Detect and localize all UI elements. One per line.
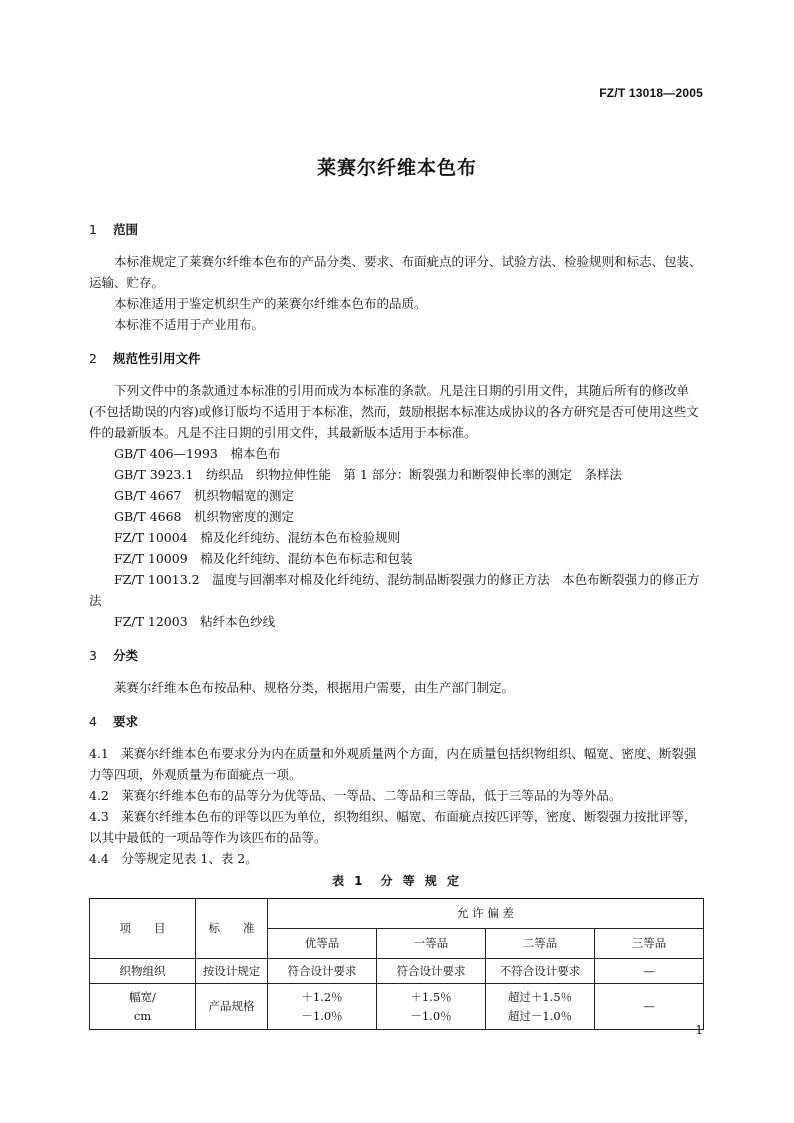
paragraph: 下列文件中的条款通过本标准的引用而成为本标准的条款。凡是注日期的引用文件，其随后所有的修改单(不包括勘误的内容)或修订版均不适用于本标准，然而，鼓励根据本标准达成协议的各方研究是否可使用这些文件的最新版本。凡是不注日期的引用文件，其最新版本适用于本标准。	[89, 383, 699, 440]
reference-item: GB/T 3923.1 纺织品 织物拉伸性能 第 1 部分：断裂强力和断裂伸长率的测定 条样法	[114, 467, 622, 482]
table-cell	[377, 984, 486, 1030]
row-standard: 按设计规定	[196, 959, 268, 984]
table-row	[90, 984, 704, 1030]
section-number: 4	[89, 714, 97, 729]
document-body	[89, 219, 705, 1030]
header-grade: 一等品	[377, 929, 486, 959]
clause-text: 莱赛尔纤维本色布要求分为内在质量和外观质量两个方面，内在质量包括织物组织、幅宽、密度、断裂强力等四项，外观质量为布面疵点一项。	[89, 746, 697, 782]
header-grade: 优等品	[268, 929, 377, 959]
reference-item: GB/T 4668 机织物密度的测定	[114, 509, 295, 524]
header-grade: 二等品	[486, 929, 595, 959]
table-row	[90, 959, 704, 984]
section-2-heading	[89, 348, 705, 369]
row-item-line: 幅宽/	[129, 989, 156, 1004]
table-cell: 不符合设计要求	[486, 959, 595, 984]
clause-text: 莱赛尔纤维本色布的品等分为优等品、一等品、二等品和三等品，低于三等品的为等外品。	[121, 788, 622, 803]
section-1-heading	[89, 219, 705, 240]
document-title: 莱赛尔纤维本色布	[316, 157, 477, 179]
row-item	[90, 984, 196, 1030]
page-number: 1	[695, 1023, 703, 1037]
reference-item: FZ/T 10004 棉及化纤纯纺、混纺本色布检验规则	[114, 530, 401, 545]
reference-item: GB/T 406—1993 棉本色布	[114, 446, 281, 461]
cell-line: －1.0％	[301, 1008, 343, 1023]
table-cell: 符合设计要求	[268, 959, 377, 984]
section-title: 分类	[113, 648, 139, 663]
section-title: 范围	[113, 222, 139, 237]
table-cell	[268, 984, 377, 1030]
section-4-heading	[89, 711, 705, 732]
section-title: 规范性引用文件	[113, 351, 201, 366]
clause-4-1	[89, 743, 705, 785]
table-cell: 符合设计要求	[377, 959, 486, 984]
header-standard: 标 准	[196, 899, 268, 959]
table-header-row	[90, 899, 704, 929]
header-item: 项 目	[90, 899, 196, 959]
row-standard: 产品规格	[196, 984, 268, 1030]
row-item: 织物组织	[90, 959, 196, 984]
clause-number: 4.2	[89, 788, 109, 803]
header-grade: 三等品	[595, 929, 704, 959]
reference-item: FZ/T 12003 粘纤本色纱线	[114, 614, 276, 629]
cell-line: ＋1.2％	[301, 989, 343, 1004]
clause-number: 4.4	[89, 851, 109, 866]
cell-line: ＋1.5％	[410, 989, 452, 1004]
reference-item: FZ/T 10009 棉及化纤纯纺、混纺本色布标志和包装	[114, 551, 413, 566]
clause-number: 4.1	[89, 746, 109, 761]
clause-4-3	[89, 806, 705, 848]
section-number: 1	[89, 222, 97, 237]
cell-line: 超过－1.0％	[507, 1008, 573, 1023]
cell-line: －1.0％	[410, 1008, 452, 1023]
table-cell	[486, 984, 595, 1030]
table-cell: —	[595, 959, 704, 984]
section-number: 3	[89, 648, 97, 663]
clause-4-2	[89, 785, 705, 806]
clause-4-4	[89, 848, 705, 869]
header-allowed-deviation: 允 许 偏 差	[268, 899, 704, 929]
standard-code: FZ/T 13018—2005	[599, 86, 703, 100]
table-caption: 表 1 分 等 规 定	[331, 874, 463, 888]
table-cell: —	[595, 984, 704, 1030]
section-3-heading	[89, 645, 705, 666]
clause-number: 4.3	[89, 809, 109, 824]
paragraph: 本标准适用于鉴定机织生产的莱赛尔纤维本色布的品质。	[114, 296, 427, 311]
grading-table	[89, 898, 704, 1030]
paragraph: 本标准不适用于产业用布。	[114, 317, 265, 332]
paragraph: 莱赛尔纤维本色布按品种、规格分类，根据用户需要，由生产部门制定。	[114, 680, 515, 695]
cell-line: 超过＋1.5％	[507, 989, 573, 1004]
reference-item: GB/T 4667 机织物幅宽的测定	[114, 488, 295, 503]
clause-text: 分等规定见表 1、表 2。	[121, 851, 258, 866]
row-item-line: cm	[133, 1008, 152, 1023]
reference-item: FZ/T 10013.2 温度与回潮率对棉及化纤纯纺、混纺制品断裂强力的修正方法 本色布断裂强力的修正方法	[89, 572, 700, 608]
paragraph: 本标准规定了莱赛尔纤维本色布的产品分类、要求、布面疵点的评分、试验方法、检验规则和标志、包装、运输、贮存。	[89, 254, 702, 290]
section-number: 2	[89, 351, 97, 366]
section-title: 要求	[113, 714, 139, 729]
clause-text: 莱赛尔纤维本色布的评等以匹为单位，织物组织、幅宽、布面疵点按匹评等，密度、断裂强力按批评等，以其中最低的一项品等作为该匹布的品等。	[89, 809, 697, 845]
